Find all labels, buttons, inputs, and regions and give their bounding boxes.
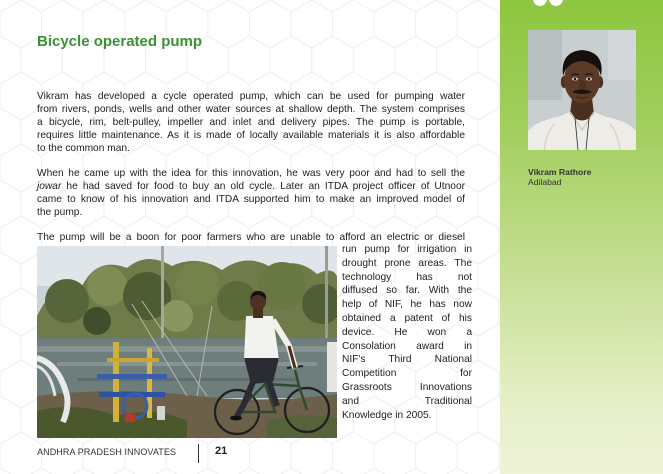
- paragraph-3-line: run pump for irrigation in: [342, 244, 472, 255]
- paragraph-1: [37, 90, 465, 155]
- paragraph-2-line: came to know of his innovation and ITDA supported him to make an improved model of: [37, 194, 465, 205]
- paragraph-3-lead-line: The pump will be a boon for poor farmers who are unable to afford an electric or diesel: [37, 232, 465, 243]
- paragraph-3-line: Grassroots Innovations: [342, 381, 472, 393]
- paragraph-3-line: help of NIF, he has now: [342, 299, 472, 311]
- paragraph-2-line: When he came up with the idea for this innovation, he was very poor and had to sell the: [37, 168, 465, 179]
- paragraph-1-line: from rivers, ponds, wells and other water sources at shallow depth. The system comprises: [37, 104, 465, 115]
- person-location: Adilabad: [528, 177, 562, 187]
- green-sidebar: [500, 0, 663, 474]
- paragraph-2-line-rest: he had saved for food to buy an old cycle. Later an ITDA project officer of Utnoor: [61, 181, 465, 192]
- italic-word-jowar: jowar: [37, 181, 62, 192]
- pump-photo: [37, 246, 337, 438]
- portrait-photo: [528, 30, 636, 150]
- person-name: Vikram Rathore: [528, 167, 592, 177]
- paragraph-3-line: and Traditional: [342, 395, 472, 407]
- paragraph-3-line: diffused so far. With the: [342, 285, 472, 297]
- paragraph-2: [37, 167, 465, 219]
- paragraph-3-line: Knowledge in 2005.: [342, 409, 432, 421]
- page-number: 21: [215, 445, 228, 457]
- paragraph-1-line: to the common man.: [37, 143, 130, 154]
- paragraph-3-wrap-text: [342, 243, 472, 422]
- footer-publication-name: ANDHRA PRADESH INNOVATES: [37, 447, 177, 457]
- footer-divider: [198, 444, 199, 463]
- paragraph-1-line: requires little maintenance. As it is made of locally available materials it is also affordable: [37, 130, 465, 141]
- paragraph-3-line: Competition for: [342, 368, 472, 380]
- paragraph-1-line: a bicycle, rim, belt-pulley, impeller and inlet and delivery pipes. The pump is portable,: [37, 117, 465, 128]
- paragraph-3-line: obtained a patent of his: [342, 312, 472, 324]
- paragraph-3-line: drought prone areas. The: [342, 257, 472, 269]
- paragraph-2-line: [37, 180, 465, 193]
- quote-mark-icon: [500, 0, 663, 12]
- paragraph-2-line: the pump.: [37, 207, 83, 218]
- paragraph-3-line: NIF's Third National: [342, 354, 472, 366]
- paragraph-1-line: Vikram has developed a cycle operated pump, which can be used for pumping water: [37, 91, 465, 102]
- article-title: Bicycle operated pump: [37, 33, 203, 50]
- paragraph-3-line: Consolation award in: [342, 340, 472, 352]
- paragraph-3-line: device. He won a: [342, 326, 472, 338]
- paragraph-3-line: technology has not: [342, 271, 472, 283]
